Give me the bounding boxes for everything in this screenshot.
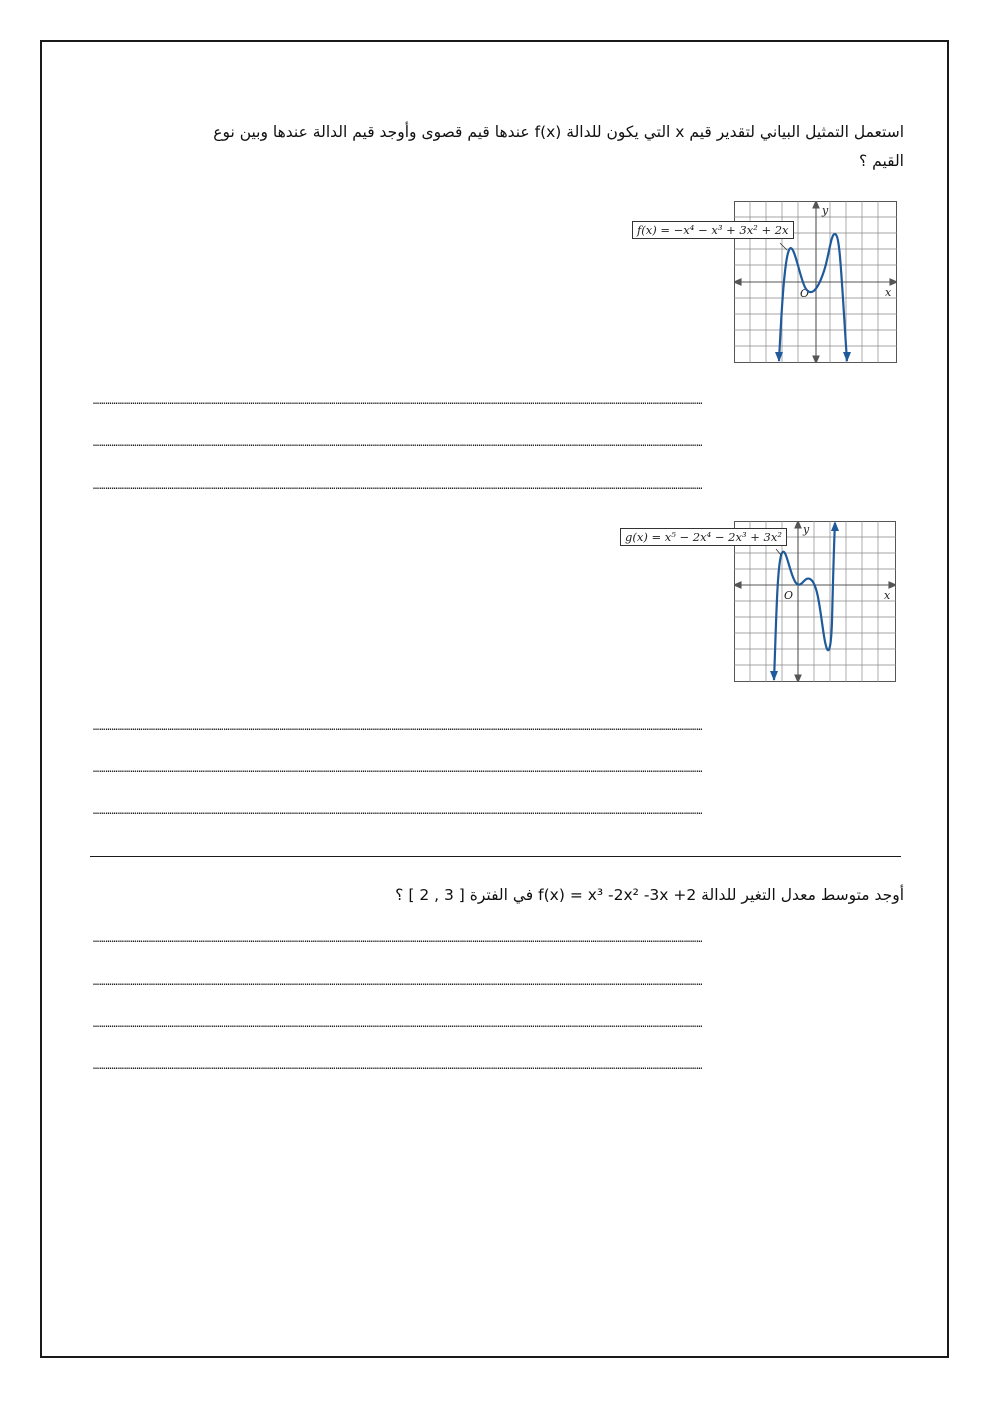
question-1-line-2: القيم ؟ — [858, 152, 904, 170]
question-2-function: f(x) = x³ -2x² -3x +2 — [538, 886, 697, 904]
answer-line: …………………………………………………………………………………………………………………………………………………………………………………………………………………………………………………………………… — [93, 481, 703, 492]
answer-line: …………………………………………………………………………………………………………………………………………………………………………………………………………………………………………………………………… — [93, 396, 703, 407]
x-axis-label: x — [885, 286, 892, 299]
y-axis-label: y — [822, 204, 829, 217]
answer-line: …………………………………………………………………………………………………………………………………………………………………………………………………………………………………………………………………… — [93, 1061, 703, 1072]
question-1-line-1: استعمل التمثيل البياني لتقدير قيم x التي يكون للدالة f(x) عندها قيم قصوى وأوجد قيم الدالة عندها وبين نوع — [213, 123, 904, 141]
answer-line: …………………………………………………………………………………………………………………………………………………………………………………………………………………………………………………………………… — [93, 1019, 703, 1030]
graph-f-label: f(x) = −x⁴ − x³ + 3x² + 2x — [632, 221, 794, 239]
x-axis-label: x — [884, 589, 891, 602]
answer-line: …………………………………………………………………………………………………………………………………………………………………………………………………………………………………………………………………… — [93, 438, 703, 449]
graph-g-label: g(x) = x⁵ − 2x⁴ − 2x³ + 3x² — [620, 528, 787, 546]
origin-label: O — [800, 287, 810, 300]
origin-label: O — [784, 589, 794, 602]
question-1 — [100, 118, 904, 176]
y-axis-label: y — [803, 523, 810, 536]
answer-line: …………………………………………………………………………………………………………………………………………………………………………………………………………………………………………………………………… — [93, 806, 703, 817]
answer-line: …………………………………………………………………………………………………………………………………………………………………………………………………………………………………………………………………… — [93, 764, 703, 775]
answer-line: …………………………………………………………………………………………………………………………………………………………………………………………………………………………………………………………………… — [93, 722, 703, 733]
answer-line: …………………………………………………………………………………………………………………………………………………………………………………………………………………………………………………………………… — [93, 934, 703, 945]
section-divider — [90, 856, 901, 857]
question-2-prefix: أوجد متوسط معدل التغير للدالة — [701, 886, 904, 904]
question-2 — [100, 881, 904, 910]
answer-line: …………………………………………………………………………………………………………………………………………………………………………………………………………………………………………………………………… — [93, 977, 703, 988]
question-2-suffix: في الفترة [ 3 , 2 ] ؟ — [395, 886, 534, 904]
